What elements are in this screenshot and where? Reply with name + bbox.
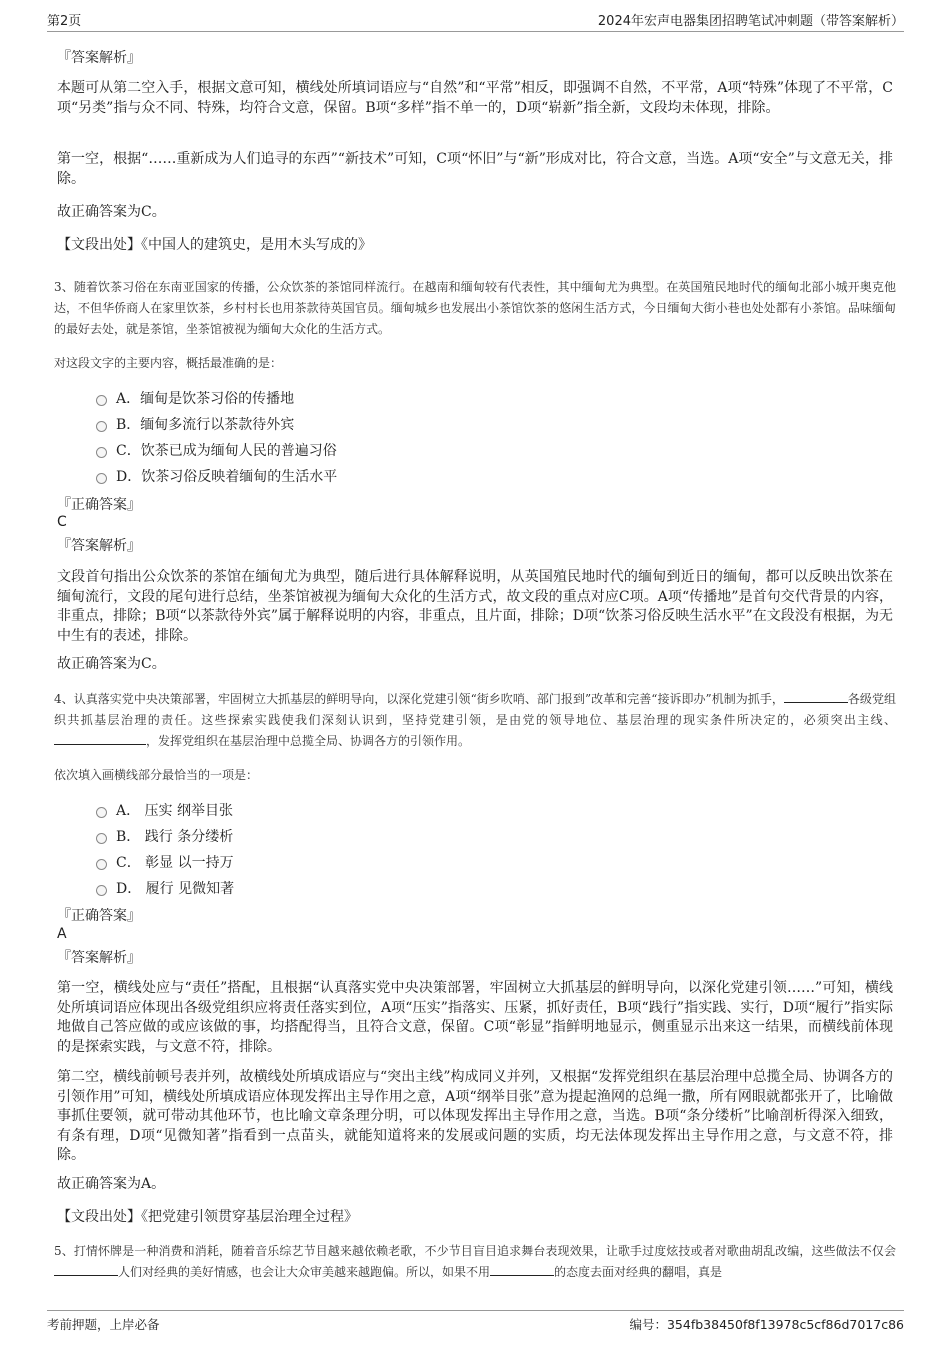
q2-analysis-label: 『答案解析』	[57, 50, 141, 66]
q4-conclusion: 故正确答案为A。	[57, 1176, 166, 1192]
q3-stem: 3、随着饮茶习俗在东南亚国家的传播，公众饮茶的茶馆同样流行。在越南和缅甸较有代表性，其中缅甸尤为典型。在英国殖民地时代的缅甸北部小城开奥克他达，不但华侨商人在家里饮茶，乡村村长也用茶款待英国官员。缅甸城乡也发展出小茶馆饮茶的悠闲生活方式，今日缅甸大街小巷也处处都有小茶馆。品味缅甸的最好去处，就是茶馆，坐茶馆被视为缅甸大众化的生活方式。	[54, 280, 896, 336]
radio-icon[interactable]	[96, 421, 107, 432]
q3-analysis-label: 『答案解析』	[57, 538, 141, 554]
option-label: B．缅甸多流行以茶款待外宾	[116, 417, 295, 433]
q4-prompt: 依次填入画横线部分最恰当的一项是：	[54, 768, 259, 782]
fill-blank[interactable]	[784, 690, 848, 703]
fill-blank[interactable]	[54, 732, 146, 745]
document-id: 编号：354fb38450f8f13978c5cf86d7017c86	[629, 1317, 904, 1332]
header-divider	[47, 31, 904, 32]
option-label: B． 践行 条分缕析	[116, 829, 234, 845]
q4-analysis-paragraph-1: 第一空，横线处应与“责任”搭配，且根据“认真落实党中央决策部署，牢固树立大抓基层的鲜明导向，以深化党建引领……”可知，横线处所填词语应体现出各级党组织应将责任落实到位，A项“压实”指落实、压紧，抓好责任，B项“践行”指实践、实行，D项“履行”指实际地做自己答应做的或应该做的事，均搭配得当，且符合文意，保留。C项“彰显”指鲜明地显示，侧重显示出来这一结果，而横线前体现的是探索实践，与文意不符，排除。	[57, 980, 893, 1055]
q3-analysis: 文段首句指出公众饮茶的茶馆在缅甸尤为典型，随后进行具体解释说明，从英国殖民地时代的缅甸到近日的缅甸，都可以反映出饮茶在缅甸流行，文段的尾句进行总结，坐茶馆被视为缅甸大众化的生活方式，故文段的重点对应C项。A项“传播地”是首句交代背景的内容，非重点，排除；B项“以茶款待外宾”属于解释说明的内容，非重点，且片面，排除；D项“饮茶习俗反映生活水平”在文段没有根据，为无中生有的表述，排除。	[57, 569, 893, 644]
footer-divider	[47, 1310, 904, 1311]
radio-icon[interactable]	[96, 473, 107, 484]
option-label: D． 履行 见微知著	[116, 881, 235, 897]
q3-option-b[interactable]	[96, 414, 294, 434]
page-number: 第2页	[47, 14, 82, 29]
q4-analysis-paragraph-2: 第二空，横线前顿号表并列，故横线处所填成语应与“突出主线”构成同义并列，又根据“发挥党组织在基层治理中总揽全局、协调各方的引领作用”可知，横线处所填成语应体现发挥出主导作用之意，A项“纲举目张”意为提起渔网的总绳一撒，所有网眼就都张开了，比喻做事抓住要领，就可带动其他环节，也比喻文章条理分明，可以体现发挥出主导作用之意，当选。B项“条分缕析”比喻剖析得深入细致，有条有理，D项“见微知著”指看到一点苗头，就能知道将来的发展或问题的实质，均无法体现发挥出主导作用之意，与文意不符，排除。	[57, 1069, 893, 1163]
radio-icon[interactable]	[96, 447, 107, 458]
q5-stem	[54, 1241, 896, 1283]
radio-icon[interactable]	[96, 885, 107, 896]
radio-icon[interactable]	[96, 807, 107, 818]
q4-answer: A	[57, 926, 67, 942]
q3-option-a[interactable]	[96, 388, 294, 408]
q5-stem-part-2: 人们对经典的美好情感，也会让大众审美越来越跑偏。所以，如果不用	[118, 1265, 491, 1279]
page-footer	[0, 1310, 950, 1345]
q4-analysis-label: 『答案解析』	[57, 950, 141, 966]
q5-stem-part-3: 的态度去面对经典的翻唱，真是	[554, 1265, 723, 1279]
option-label: C． 彰显 以一持万	[116, 855, 234, 871]
radio-icon[interactable]	[96, 859, 107, 870]
q4-answer-label: 『正确答案』	[57, 908, 141, 924]
q4-stem	[54, 689, 896, 752]
page-header	[0, 0, 950, 32]
q3-prompt: 对这段文字的主要内容，概括最准确的是：	[54, 356, 283, 370]
q2-analysis-paragraph-1: 本题可从第二空入手，根据文意可知，横线处所填词语应与“自然”和“平常”相反，即强调不自然，不平常，A项“特殊”体现了不平常，C项“另类”指与众不同、特殊，均符合文意，保留。B项“多样”指不单一的，D项“崭新”指全新，文段均未体现，排除。	[57, 80, 893, 116]
q5-stem-part-1: 5、打情怀牌是一种消费和消耗，随着音乐综艺节目越来越依赖老歌，不少节目盲目追求舞台表现效果，让歌手过度炫技或者对歌曲胡乱改编，这些做法不仅会	[54, 1244, 896, 1258]
q4-stem-part-3: ，发挥党组织在基层治理中总揽全局、协调各方的引领作用。	[146, 734, 471, 748]
footer-slogan: 考前押题，上岸必备	[47, 1317, 160, 1332]
option-label: D．饮茶习俗反映着缅甸的生活水平	[116, 469, 338, 485]
radio-icon[interactable]	[96, 833, 107, 844]
q3-answer: C	[57, 514, 67, 530]
radio-icon[interactable]	[96, 395, 107, 406]
q2-analysis-paragraph-2: 第一空，根据“……重新成为人们追寻的东西”“新技术”可知，C项“怀旧”与“新”形成对比，符合文意，当选。A项“安全”与文意无关，排除。	[57, 151, 893, 187]
q2-conclusion: 故正确答案为C。	[57, 204, 166, 220]
q4-option-a[interactable]	[96, 800, 233, 820]
option-label: A．缅甸是饮茶习俗的传播地	[116, 391, 295, 407]
fill-blank[interactable]	[54, 1263, 118, 1276]
q3-answer-label: 『正确答案』	[57, 497, 141, 513]
q3-option-d[interactable]	[96, 466, 337, 486]
document-title: 2024年宏声电器集团招聘笔试冲刺题（带答案解析）	[597, 14, 904, 29]
q4-option-d[interactable]	[96, 878, 234, 898]
q4-source: 【文段出处】《把党建引领贯穿基层治理全过程》	[57, 1209, 358, 1225]
q3-option-c[interactable]	[96, 440, 337, 460]
q4-option-b[interactable]	[96, 826, 233, 846]
option-label: C．饮茶已成为缅甸人民的普遍习俗	[116, 443, 337, 459]
q4-option-c[interactable]	[96, 852, 234, 872]
q4-stem-part-2: 各级党组织共抓基层治理的责任。这些探索实践使我们深刻认识到，坚持党建引领，是由党的领导地位、基层治理的现实条件所决定的，必须突出主线、	[54, 692, 896, 727]
fill-blank[interactable]	[490, 1263, 554, 1276]
option-label: A． 压实 纲举目张	[116, 803, 234, 819]
q3-conclusion: 故正确答案为C。	[57, 656, 166, 672]
q2-source: 【文段出处】《中国人的建筑史，是用木头写成的》	[57, 237, 372, 253]
q4-stem-part-1: 4、认真落实党中央决策部署，牢固树立大抓基层的鲜明导向，以深化党建引领“街乡吹哨、部门报到”改革和完善“接诉即办”机制为抓手，	[54, 692, 784, 706]
